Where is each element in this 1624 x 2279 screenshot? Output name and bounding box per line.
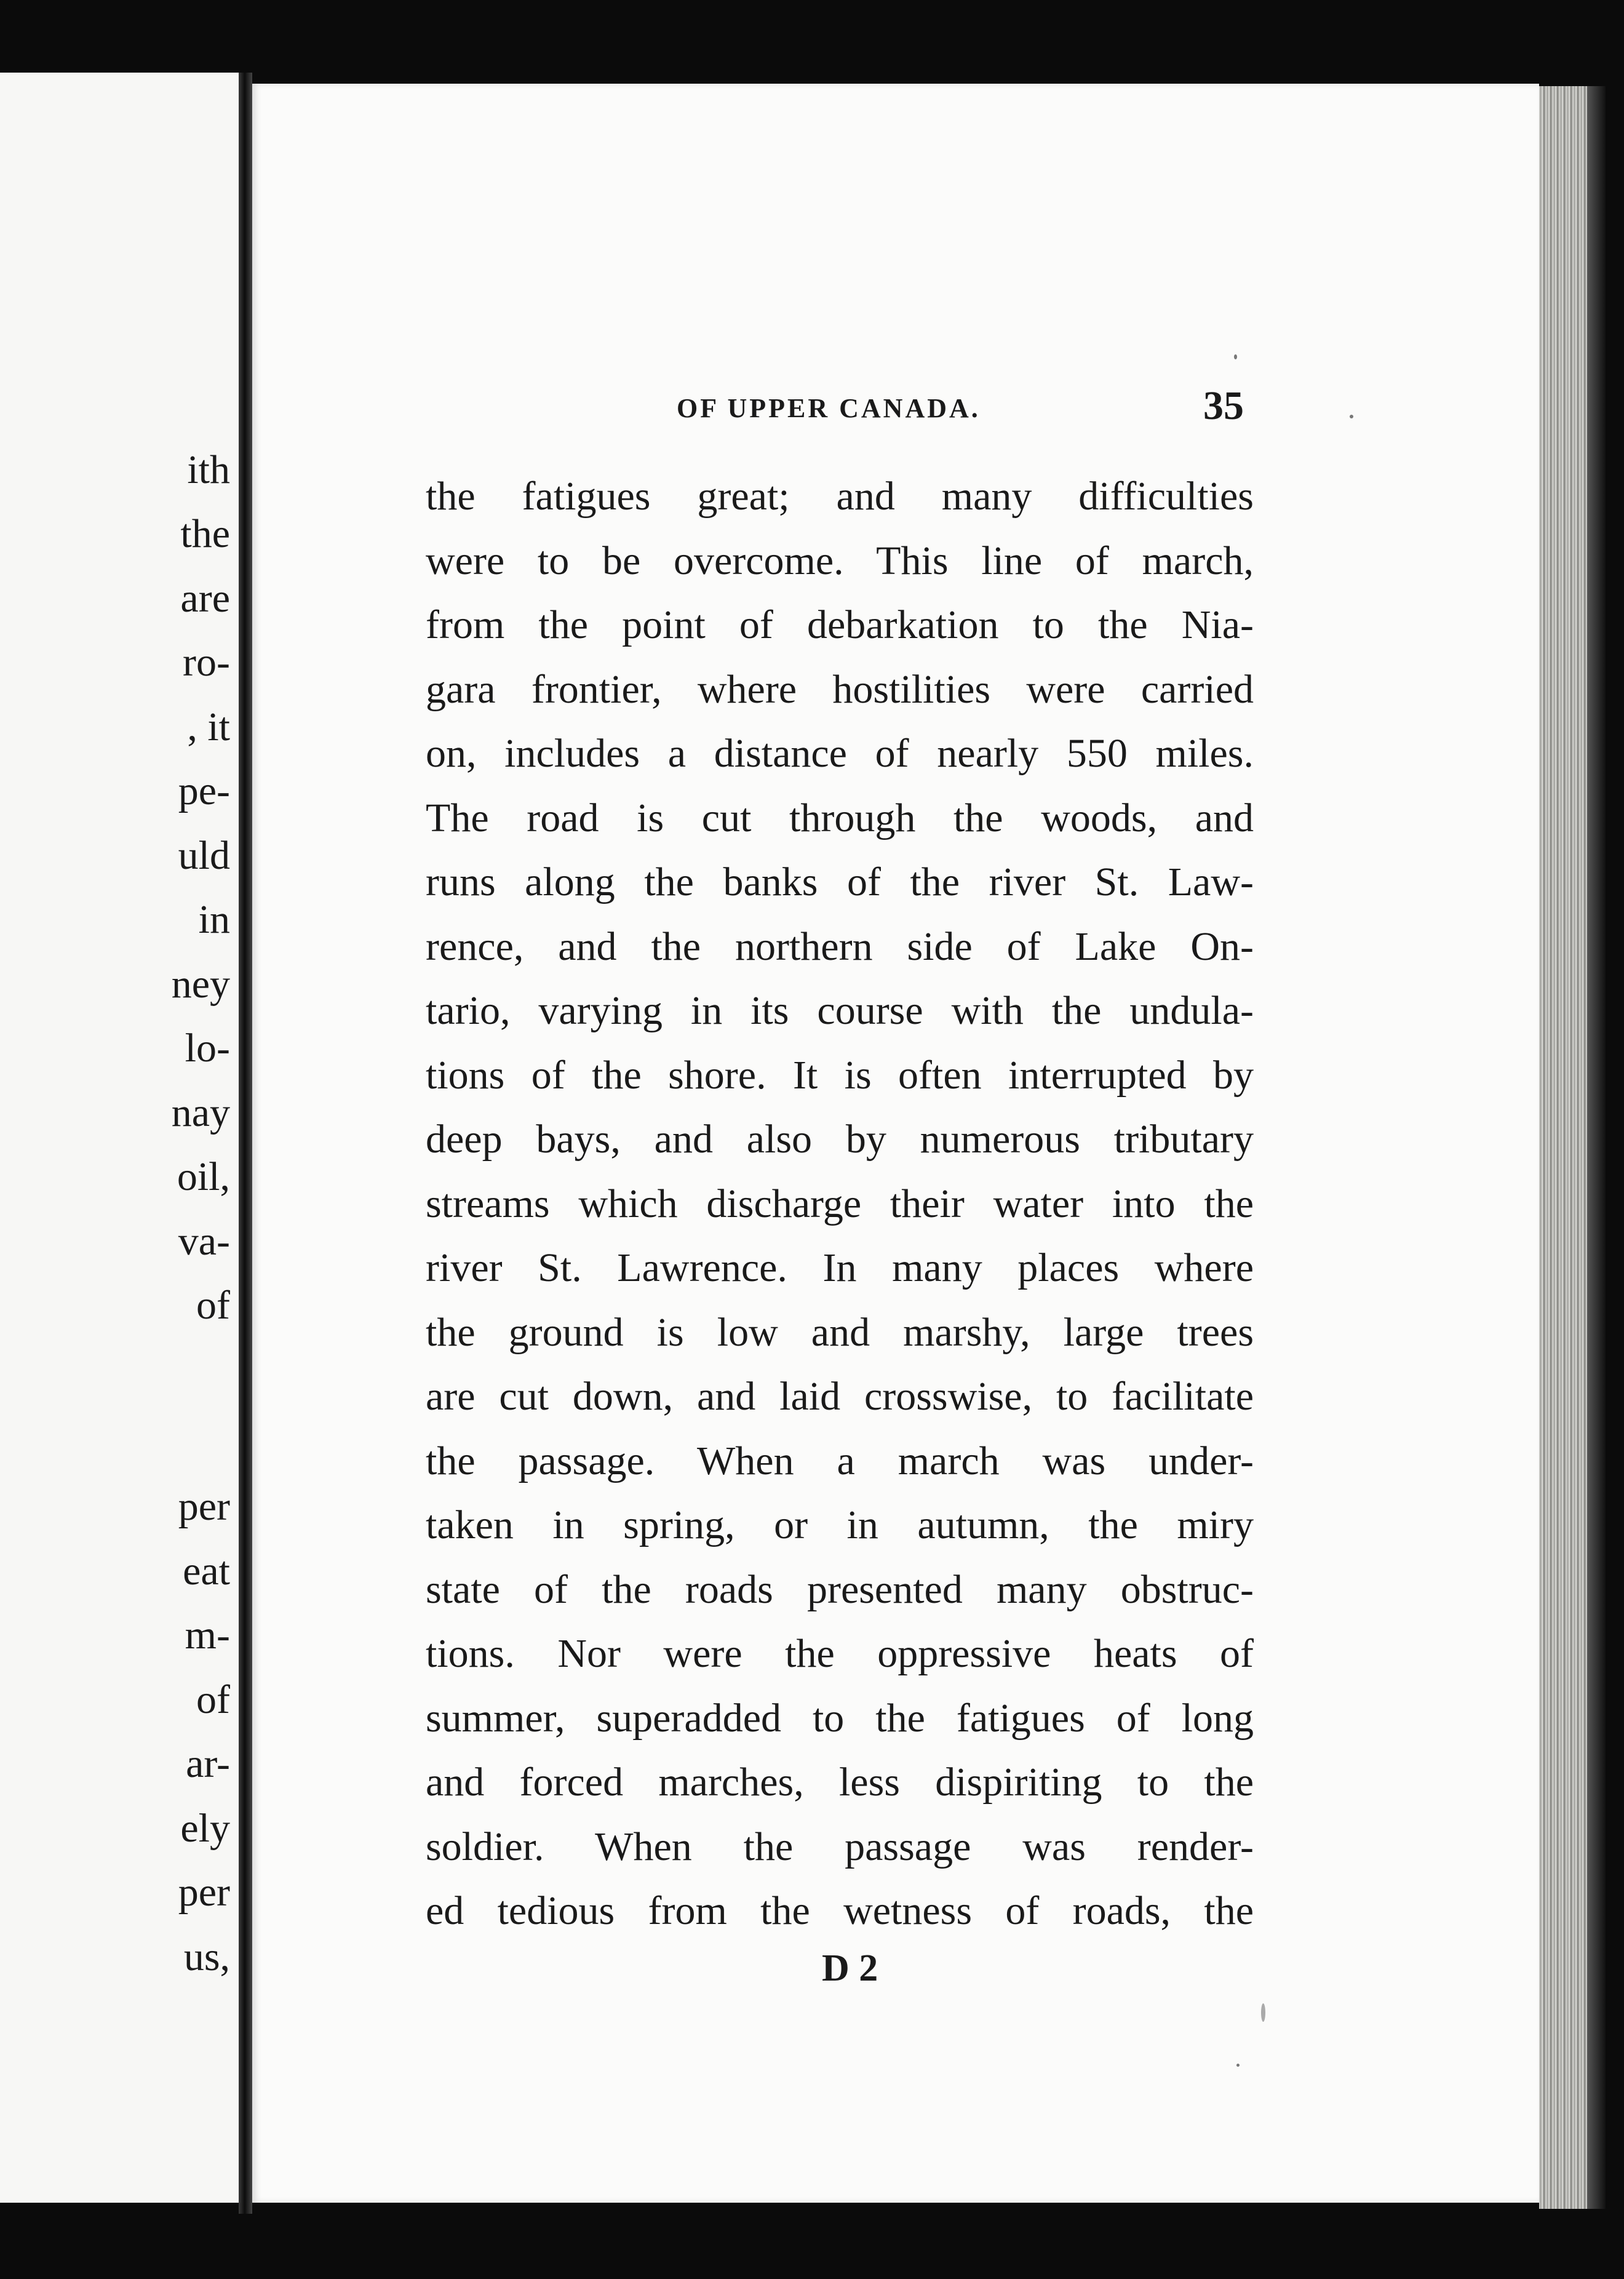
- paper-speck: [1234, 354, 1237, 359]
- facing-line-fragment: in: [198, 897, 230, 942]
- facing-line-fragment: pe-: [178, 768, 230, 813]
- text-line: deep bays, and also by numerous tributary: [426, 1117, 1254, 1162]
- text-line: streams which discharge their water into the: [426, 1181, 1254, 1226]
- facing-line-fragment: the: [180, 511, 230, 556]
- text-line: from the point of debarkation to the Nia-: [426, 602, 1254, 647]
- text-line: tions. Nor were the oppressive heats of: [426, 1631, 1254, 1676]
- facing-line-fragment: ith: [187, 447, 230, 492]
- facing-line-fragment: oil,: [177, 1154, 230, 1199]
- signature-mark: D 2: [822, 1947, 878, 1989]
- book-gutter: [239, 73, 252, 2214]
- text-line: the passage. When a march was under-: [426, 1438, 1254, 1483]
- facing-line-fragment: lo-: [185, 1026, 230, 1071]
- text-line: rence, and the northern side of Lake On-: [426, 924, 1254, 969]
- page-stack-shadow: [1587, 86, 1606, 2209]
- facing-line-fragment: m-: [185, 1613, 230, 1658]
- text-line: summer, superadded to the fatigues of long: [426, 1695, 1254, 1741]
- text-line: taken in spring, or in autumn, the miry: [426, 1503, 1254, 1547]
- facing-line-fragment: per: [178, 1484, 230, 1529]
- facing-line-fragment: , it: [187, 704, 230, 749]
- facing-line-fragment: va-: [178, 1219, 230, 1264]
- text-line: on, includes a distance of nearly 550 miles.: [426, 731, 1254, 776]
- facing-line-fragment: ar-: [186, 1741, 230, 1786]
- text-line: the ground is low and marshy, large trees: [426, 1309, 1254, 1355]
- paper-speck: [1236, 2064, 1240, 2067]
- facing-line-fragment: of: [196, 1283, 230, 1328]
- facing-line-fragment: uld: [178, 833, 230, 878]
- paper-speck: [1350, 415, 1353, 418]
- text-line: were to be overcome. This line of march,: [426, 538, 1254, 583]
- text-line: ed tedious from the wetness of roads, the: [426, 1888, 1254, 1933]
- facing-line-fragment: ro-: [183, 640, 230, 685]
- facing-line-fragment: ely: [180, 1806, 230, 1851]
- page-stack-edge: [1539, 86, 1587, 2209]
- facing-line-fragment: ney: [171, 962, 230, 1007]
- facing-line-fragment: us,: [183, 1934, 230, 1979]
- text-line: The road is cut through the woods, and: [426, 795, 1254, 840]
- text-line: tario, varying in its course with the undula-: [426, 988, 1254, 1033]
- text-line: runs along the banks of the river St. Law-: [426, 860, 1254, 904]
- facing-line-fragment: per: [178, 1870, 230, 1915]
- facing-line-fragment: nay: [171, 1090, 230, 1135]
- facing-page-left: [0, 73, 239, 2203]
- page-number: 35: [1203, 383, 1244, 428]
- facing-line-fragment: are: [180, 576, 230, 621]
- text-line: gara frontier, where hostilities were carried: [426, 666, 1254, 712]
- running-head: OF UPPER CANADA.: [677, 393, 981, 423]
- text-line: are cut down, and laid crosswise, to facilitate: [426, 1374, 1254, 1419]
- text-line: soldier. When the passage was render-: [426, 1824, 1254, 1869]
- text-line: river St. Lawrence. In many places where: [426, 1245, 1254, 1290]
- body-text: [426, 465, 1254, 1944]
- text-line: the fatigues great; and many difficulties: [426, 474, 1254, 519]
- paper-speck: [1261, 2003, 1265, 2022]
- text-line: and forced marches, less dispiriting to the: [426, 1760, 1254, 1805]
- text-line: tions of the shore. It is often interrupted by: [426, 1052, 1254, 1098]
- facing-line-fragment: of: [196, 1677, 230, 1722]
- facing-line-fragment: eat: [183, 1549, 230, 1594]
- text-line: state of the roads presented many obstruc-: [426, 1567, 1254, 1612]
